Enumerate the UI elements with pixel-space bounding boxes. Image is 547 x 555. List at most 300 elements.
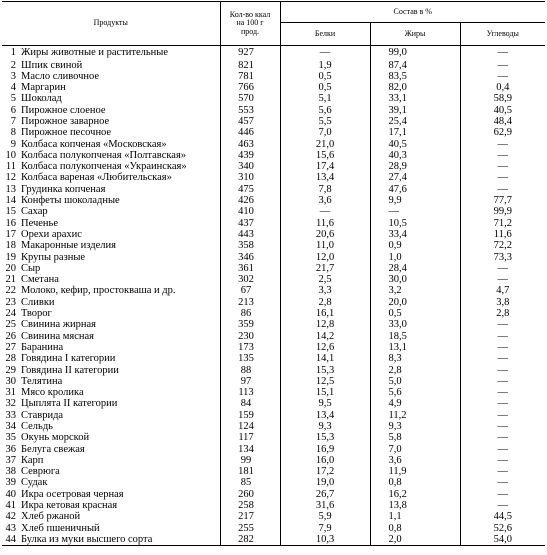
carbs-cell: —: [460, 319, 545, 330]
product-cell: [2, 71, 220, 82]
table-row: [2, 71, 545, 82]
row-number: 31: [5, 387, 16, 399]
fat-cell: 9,9: [370, 195, 460, 206]
row-number: 39: [5, 477, 16, 489]
carbs-cell: 99,9: [460, 206, 545, 217]
product-name: Икра осетровая черная: [21, 488, 124, 500]
header-protein: Белки: [280, 23, 370, 46]
product-name: Колбаса вареная «Любительская»: [21, 172, 172, 184]
product-cell: [2, 466, 220, 477]
product-name: Конфеты шоколадные: [21, 195, 120, 207]
header-composition: Состав в %: [280, 2, 545, 23]
table-row: [2, 195, 545, 206]
kcal-cell: 97: [220, 376, 280, 387]
product-cell: [2, 308, 220, 319]
row-number: 35: [5, 432, 16, 444]
product-name: Булка из муки высшего сорта: [21, 533, 153, 545]
table-row: [2, 387, 545, 398]
table-row: [2, 184, 545, 195]
kcal-cell: 358: [220, 240, 280, 251]
fat-cell: 1,1: [370, 511, 460, 522]
carbs-cell: 2,8: [460, 308, 545, 319]
protein-cell: 26,7: [280, 489, 370, 500]
kcal-cell: 255: [220, 523, 280, 534]
table-row: [2, 297, 545, 308]
product-name: Сыр: [21, 262, 41, 274]
product-name: Колбаса копченая «Московская»: [21, 138, 167, 150]
protein-cell: 0,5: [280, 71, 370, 82]
row-number: 40: [5, 488, 16, 500]
table-row: [2, 60, 545, 71]
product-name: Сельдь: [21, 421, 53, 432]
row-number: 43: [5, 522, 16, 534]
table-row: [2, 240, 545, 251]
carbs-cell: —: [460, 353, 545, 364]
protein-cell: 13,4: [280, 172, 370, 183]
row-number: 1: [10, 47, 16, 59]
table-row: [2, 500, 545, 511]
product-name: Хлеб пшеничный: [21, 522, 100, 534]
protein-cell: 5,1: [280, 93, 370, 104]
product-cell: [2, 500, 220, 511]
protein-cell: 15,6: [280, 150, 370, 161]
protein-cell: 10,3: [280, 534, 370, 546]
product-cell: [2, 105, 220, 116]
carbs-cell: 62,9: [460, 127, 545, 138]
protein-cell: 11,6: [280, 218, 370, 229]
product-cell: [2, 150, 220, 161]
kcal-cell: 258: [220, 500, 280, 511]
table-row: [2, 466, 545, 477]
protein-cell: 3,6: [280, 195, 370, 206]
product-cell: [2, 195, 220, 206]
protein-cell: 15,3: [280, 365, 370, 376]
protein-cell: 7,8: [280, 184, 370, 195]
kcal-cell: 260: [220, 489, 280, 500]
row-number: 41: [5, 500, 16, 512]
header-kcal: Кол-во ккал на 100 г прод.: [220, 2, 280, 46]
kcal-cell: 173: [220, 342, 280, 353]
table-row: [2, 252, 545, 263]
fat-cell: 27,4: [370, 172, 460, 183]
product-cell: [2, 218, 220, 229]
kcal-cell: 124: [220, 421, 280, 432]
table-row: [2, 127, 545, 138]
kcal-cell: 821: [220, 60, 280, 71]
kcal-cell: 475: [220, 184, 280, 195]
fat-cell: 2,0: [370, 534, 460, 546]
carbs-cell: —: [460, 376, 545, 387]
carbs-cell: —: [460, 342, 545, 353]
product-name: Орехи арахис: [21, 228, 82, 240]
row-number: 22: [5, 285, 16, 297]
product-name: Печенье: [21, 217, 58, 229]
fat-cell: 20,0: [370, 297, 460, 308]
kcal-cell: 85: [220, 477, 280, 488]
row-number: 18: [5, 240, 16, 252]
product-cell: [2, 319, 220, 330]
protein-cell: 1,9: [280, 60, 370, 71]
product-cell: [2, 60, 220, 71]
table-row: [2, 432, 545, 443]
row-number: 16: [5, 217, 16, 229]
fat-cell: 1,0: [370, 252, 460, 263]
fat-cell: 10,5: [370, 218, 460, 229]
kcal-cell: 302: [220, 274, 280, 285]
fat-cell: 0,8: [370, 477, 460, 488]
product-name: Свинина мясная: [21, 330, 94, 342]
carbs-cell: —: [460, 139, 545, 150]
protein-cell: —: [280, 46, 370, 60]
row-number: 36: [5, 443, 16, 455]
row-number: 42: [5, 511, 16, 523]
kcal-cell: 457: [220, 116, 280, 127]
table-row: [2, 161, 545, 172]
fat-cell: 0,8: [370, 523, 460, 534]
table-row: [2, 150, 545, 161]
protein-cell: 17,4: [280, 161, 370, 172]
fat-cell: 33,1: [370, 93, 460, 104]
carbs-cell: —: [460, 432, 545, 443]
kcal-cell: 359: [220, 319, 280, 330]
carbs-cell: —: [460, 387, 545, 398]
row-number: 37: [5, 454, 16, 466]
row-number: 30: [5, 375, 16, 387]
carbs-cell: 58,9: [460, 93, 545, 104]
carbs-cell: —: [460, 421, 545, 432]
product-name: Макаронные изделия: [21, 240, 116, 252]
fat-cell: 28,9: [370, 161, 460, 172]
protein-cell: 21,0: [280, 139, 370, 150]
kcal-cell: 310: [220, 172, 280, 183]
table-row: [2, 365, 545, 376]
protein-cell: 12,8: [280, 319, 370, 330]
kcal-cell: 159: [220, 410, 280, 421]
product-cell: [2, 206, 220, 217]
kcal-cell: 88: [220, 365, 280, 376]
kcal-cell: 766: [220, 82, 280, 93]
product-cell: [2, 455, 220, 466]
row-number: 33: [5, 409, 16, 421]
protein-cell: 12,5: [280, 376, 370, 387]
table-row: [2, 218, 545, 229]
row-number: 2: [10, 59, 16, 71]
kcal-cell: 443: [220, 229, 280, 240]
fat-cell: 83,5: [370, 71, 460, 82]
carbs-cell: —: [460, 184, 545, 195]
product-cell: [2, 421, 220, 432]
protein-cell: 7,0: [280, 127, 370, 138]
row-number: 9: [10, 138, 16, 150]
carbs-cell: —: [460, 263, 545, 274]
kcal-cell: 463: [220, 139, 280, 150]
product-cell: [2, 511, 220, 522]
carbs-cell: —: [460, 489, 545, 500]
row-number: 24: [5, 308, 16, 320]
fat-cell: 13,1: [370, 342, 460, 353]
fat-cell: 0,5: [370, 308, 460, 319]
row-number: 10: [5, 149, 16, 161]
row-number: 19: [5, 251, 16, 263]
table-row: [2, 82, 545, 93]
table-row: [2, 308, 545, 319]
carbs-cell: —: [460, 46, 545, 60]
product-name: Сахар: [21, 206, 48, 218]
product-cell: [2, 184, 220, 195]
fat-cell: 5,6: [370, 387, 460, 398]
row-number: 3: [10, 70, 16, 82]
table-row: [2, 534, 545, 546]
fat-cell: 5,0: [370, 376, 460, 387]
fat-cell: 30,0: [370, 274, 460, 285]
carbs-cell: —: [460, 331, 545, 342]
protein-cell: —: [280, 206, 370, 217]
product-cell: [2, 353, 220, 364]
protein-cell: 11,0: [280, 240, 370, 251]
fat-cell: 7,0: [370, 444, 460, 455]
product-cell: [2, 240, 220, 251]
carbs-cell: —: [460, 365, 545, 376]
product-name: Крупы разные: [21, 251, 86, 263]
kcal-cell: 570: [220, 93, 280, 104]
row-number: 7: [10, 115, 16, 127]
product-cell: [2, 331, 220, 342]
kcal-cell: 361: [220, 263, 280, 274]
product-cell: [2, 82, 220, 93]
carbs-cell: —: [460, 60, 545, 71]
table-row: [2, 421, 545, 432]
product-name: Баранина: [21, 341, 64, 353]
product-cell: [2, 274, 220, 285]
protein-cell: 12,0: [280, 252, 370, 263]
table-row: [2, 274, 545, 285]
protein-cell: 9,3: [280, 421, 370, 432]
row-number: 4: [10, 82, 16, 94]
table-row: [2, 342, 545, 353]
carbs-cell: —: [460, 150, 545, 161]
fat-cell: 39,1: [370, 105, 460, 116]
fat-cell: 40,3: [370, 150, 460, 161]
kcal-cell: 230: [220, 331, 280, 342]
product-name: Цыплята II категории: [21, 398, 118, 410]
fat-cell: 33,0: [370, 319, 460, 330]
fat-cell: 87,4: [370, 60, 460, 71]
fat-cell: 25,4: [370, 116, 460, 127]
kcal-cell: 134: [220, 444, 280, 455]
protein-cell: 19,0: [280, 477, 370, 488]
carbs-cell: 40,5: [460, 105, 545, 116]
row-number: 13: [5, 183, 16, 195]
kcal-cell: 781: [220, 71, 280, 82]
protein-cell: 2,8: [280, 297, 370, 308]
product-name: Говядина I категории: [21, 353, 116, 365]
table-row: [2, 511, 545, 522]
kcal-cell: 282: [220, 534, 280, 546]
table-body: [2, 46, 545, 546]
fat-cell: 11,9: [370, 466, 460, 477]
product-cell: [2, 46, 220, 60]
kcal-cell: 439: [220, 150, 280, 161]
kcal-cell: 346: [220, 252, 280, 263]
fat-cell: 13,8: [370, 500, 460, 511]
fat-cell: 5,8: [370, 432, 460, 443]
table-row: [2, 410, 545, 421]
carbs-cell: —: [460, 466, 545, 477]
row-number: 23: [5, 296, 16, 308]
carbs-cell: 54,0: [460, 534, 545, 546]
product-cell: [2, 387, 220, 398]
table-row: [2, 353, 545, 364]
row-number: 12: [5, 172, 16, 184]
product-name: Хлеб ржаной: [21, 511, 81, 523]
row-number: 6: [10, 104, 16, 116]
carbs-cell: 11,6: [460, 229, 545, 240]
product-name: Колбаса полукопченая «Полтавская»: [21, 149, 187, 161]
kcal-cell: 553: [220, 105, 280, 116]
carbs-cell: 73,3: [460, 252, 545, 263]
product-cell: [2, 252, 220, 263]
row-number: 27: [5, 341, 16, 353]
protein-cell: 13,4: [280, 410, 370, 421]
product-name: Телятина: [21, 375, 63, 387]
fat-cell: 4,9: [370, 398, 460, 409]
kcal-cell: 410: [220, 206, 280, 217]
kcal-cell: 426: [220, 195, 280, 206]
product-cell: [2, 376, 220, 387]
carbs-cell: —: [460, 172, 545, 183]
table-row: [2, 139, 545, 150]
protein-cell: 16,0: [280, 455, 370, 466]
carbs-cell: —: [460, 71, 545, 82]
product-cell: [2, 410, 220, 421]
product-name: Карп: [21, 454, 44, 466]
fat-cell: 18,5: [370, 331, 460, 342]
table-row: [2, 376, 545, 387]
table-row: [2, 477, 545, 488]
table-row: [2, 172, 545, 183]
kcal-cell: 67: [220, 285, 280, 296]
protein-cell: 17,2: [280, 466, 370, 477]
kcal-cell: 135: [220, 353, 280, 364]
protein-cell: 3,3: [280, 285, 370, 296]
fat-cell: 17,1: [370, 127, 460, 138]
row-number: 17: [5, 228, 16, 240]
carbs-cell: —: [460, 455, 545, 466]
product-name: Мясо кролика: [21, 387, 84, 399]
kcal-cell: 446: [220, 127, 280, 138]
product-name: Сметана: [21, 274, 59, 286]
kcal-cell: 117: [220, 432, 280, 443]
carbs-cell: 48,4: [460, 116, 545, 127]
protein-cell: 5,5: [280, 116, 370, 127]
product-name: Шпик свиной: [21, 59, 83, 71]
table-row: [2, 285, 545, 296]
row-number: 21: [5, 274, 16, 286]
protein-cell: 9,5: [280, 398, 370, 409]
product-cell: [2, 127, 220, 138]
fat-cell: 3,2: [370, 285, 460, 296]
row-number: 38: [5, 466, 16, 478]
fat-cell: 8,3: [370, 353, 460, 364]
protein-cell: 21,7: [280, 263, 370, 274]
row-number: 32: [5, 398, 16, 410]
carbs-cell: 77,7: [460, 195, 545, 206]
protein-cell: 7,9: [280, 523, 370, 534]
product-cell: [2, 342, 220, 353]
product-name: Ставрида: [21, 409, 64, 421]
product-cell: [2, 477, 220, 488]
carbs-cell: —: [460, 477, 545, 488]
product-name: Жиры животные и растительные: [21, 47, 169, 59]
product-cell: [2, 398, 220, 409]
kcal-cell: 181: [220, 466, 280, 477]
fat-cell: 0,9: [370, 240, 460, 251]
table-row: [2, 229, 545, 240]
product-cell: [2, 523, 220, 534]
table-row: [2, 93, 545, 104]
product-name: Пирожное слоеное: [21, 104, 106, 116]
product-name: Судак: [21, 477, 48, 489]
protein-cell: 2,5: [280, 274, 370, 285]
kcal-cell: 437: [220, 218, 280, 229]
product-cell: [2, 139, 220, 150]
table-row: [2, 105, 545, 116]
carbs-cell: —: [460, 274, 545, 285]
fat-cell: 28,4: [370, 263, 460, 274]
product-name: Икра кетовая красная: [21, 500, 118, 512]
nutrition-table: [2, 1, 545, 546]
table-row: [2, 263, 545, 274]
product-cell: [2, 161, 220, 172]
carbs-cell: 72,2: [460, 240, 545, 251]
protein-cell: 14,1: [280, 353, 370, 364]
product-name: Севрюга: [21, 466, 60, 478]
header-products: Продукты: [2, 2, 220, 46]
product-name: Окунь морской: [21, 432, 90, 444]
table-row: [2, 319, 545, 330]
product-cell: [2, 93, 220, 104]
header-row-top: [2, 2, 545, 23]
kcal-cell: 927: [220, 46, 280, 60]
protein-cell: 16,9: [280, 444, 370, 455]
fat-cell: —: [370, 206, 460, 217]
kcal-cell: 84: [220, 398, 280, 409]
row-number: 26: [5, 330, 16, 342]
product-name: Пирожное заварное: [21, 115, 110, 127]
kcal-cell: 86: [220, 308, 280, 319]
product-cell: [2, 534, 220, 546]
table-row: [2, 523, 545, 534]
table-row: [2, 455, 545, 466]
table-row: [2, 46, 545, 60]
product-name: Маргарин: [21, 82, 66, 94]
product-cell: [2, 432, 220, 443]
fat-cell: 9,3: [370, 421, 460, 432]
product-cell: [2, 444, 220, 455]
header-fat: Жиры: [370, 23, 460, 46]
fat-cell: 33,4: [370, 229, 460, 240]
carbs-cell: 71,2: [460, 218, 545, 229]
protein-cell: 20,6: [280, 229, 370, 240]
protein-cell: 16,1: [280, 308, 370, 319]
fat-cell: 2,8: [370, 365, 460, 376]
kcal-cell: 217: [220, 511, 280, 522]
header-carbs: Углеводы: [460, 23, 545, 46]
carbs-cell: 3,8: [460, 297, 545, 308]
protein-cell: 14,2: [280, 331, 370, 342]
table-row: [2, 489, 545, 500]
protein-cell: 15,1: [280, 387, 370, 398]
